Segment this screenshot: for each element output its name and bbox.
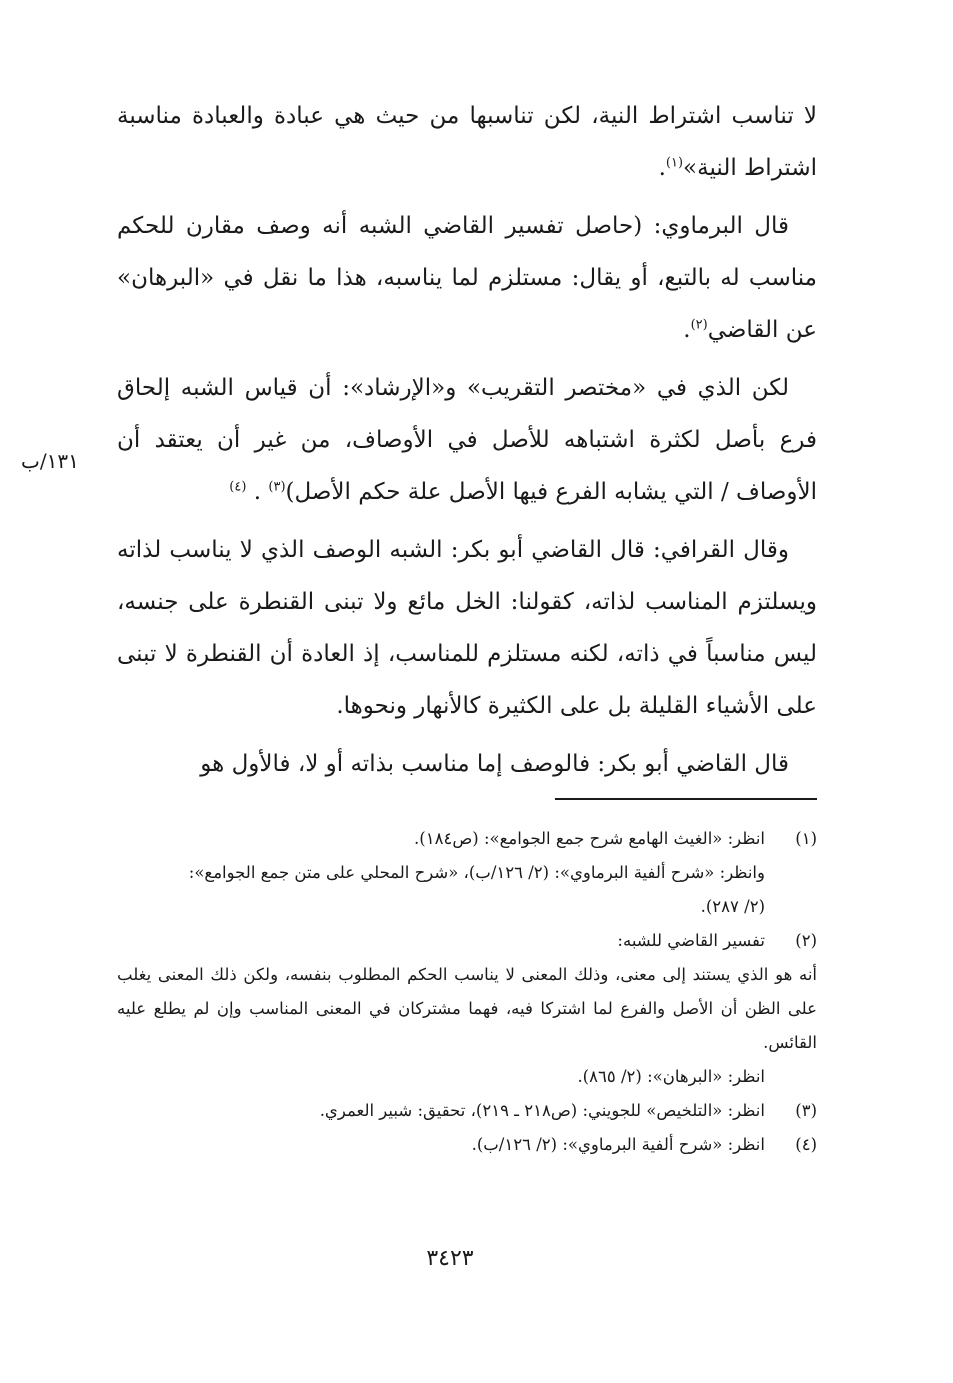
footnote-ref-3[interactable]: (٣) [268, 479, 286, 495]
paragraph-3: لكن الذي في «مختصر التقريب» و«الإرشاد»: أن قياس الشبه إلحاق فرع بأصل لكثرة اشتباهه للأصل في الأوصاف، من غير أن يعتقد أن الأوصاف / التي يشابه الفرع فيها الأصل علة حكم الأصل)$^{(٣)}$ . $^{(٤)}$ [117, 375, 817, 505]
footnote-number: (٢) [795, 931, 817, 950]
page-number: ٣٤٢٣ [426, 1246, 474, 1271]
footnote-body [117, 1094, 765, 1128]
footnote-separator [555, 798, 817, 800]
footnote-number: (٣) [795, 1101, 817, 1120]
footnote-4 [117, 1128, 817, 1162]
footnote-ref-1[interactable]: (١) [665, 155, 684, 171]
footnote-line: انظر: «البرهان»: (٢/ ٨٦٥). [577, 1067, 765, 1086]
footnote-quote: أنه هو الذي يستند إلى معنى، وذلك المعنى لا يناسب الحكم المطلوب بنفسه، ولكن ذلك المعنى يغلب على الظن أن الأصل والفرع لما اشتركا فيه، فهما مشتركان في المعنى المناسب وإن لم يطلع عليه القائس. [117, 965, 817, 1052]
paragraph-4: وقال القرافي: قال القاضي أبو بكر: الشبه الوصف الذي لا يناسب لذاته ويسلتزم المناسب لذاته، كقولنا: الخل مائع ولا تبنى القنطرة على جنسه، ليس مناسباً في ذاته، لكنه مستلزم للمناسب، إذ العادة أن القنطرة لا تبنى على الأشياء القليلة بل على الكثيرة كالأنهار ونحوها. [117, 537, 817, 719]
footnote-1 [117, 822, 817, 924]
paragraph-1: لا تناسب اشتراط النية، لكن تناسبها من حيث هي عبادة والعبادة مناسبة اشتراط النية»$^{(١)}$. [117, 103, 817, 181]
footnote-ref-2[interactable]: (٢) [690, 317, 708, 333]
footnote-line: انظر: «التلخيص» للجويني: (ص٢١٨ ـ ٢١٩)، تحقيق: شبير العمري. [319, 1101, 765, 1120]
footnote-line: انظر: «الغيث الهامع شرح جمع الجوامع»: (ص١٨٤). [414, 829, 765, 848]
footnote-line: انظر: «شرح ألفية البرماوي»: (٢/ ١٢٦/ب). [471, 1135, 765, 1154]
footnote-body [117, 822, 765, 924]
footnote-body [117, 924, 817, 1094]
main-text-body [117, 90, 817, 790]
footnote-number: (٤) [795, 1135, 817, 1154]
footnotes-section [117, 822, 817, 1162]
footnote-line: (٢/ ٢٨٧). [700, 897, 765, 916]
footnote-number: (١) [795, 829, 817, 848]
footnote-line: وانظر: «شرح ألفية البرماوي»: (٢/ ١٢٦/ب)، «شرح المحلي على متن جمع الجوامع»: [188, 863, 765, 882]
manuscript-folio-marker: ١٣١/ب [21, 449, 79, 473]
footnote-3 [117, 1094, 817, 1128]
footnote-line: تفسير القاضي للشبه: [617, 931, 765, 950]
paragraph-2: قال البرماوي: (حاصل تفسير القاضي الشبه أنه وصف مقارن للحكم مناسب له بالتبع، أو يقال: مستلزم لما يناسبه، هذا ما نقل في «البرهان» عن القاضي$^{(٢)}$. [117, 213, 817, 343]
footnote-2 [117, 924, 817, 1094]
paragraph-5: قال القاضي أبو بكر: فالوصف إما مناسب بذاته أو لا، فالأول هو [200, 751, 789, 777]
footnote-body [117, 1128, 765, 1162]
footnote-ref-4[interactable]: (٤) [229, 479, 247, 495]
